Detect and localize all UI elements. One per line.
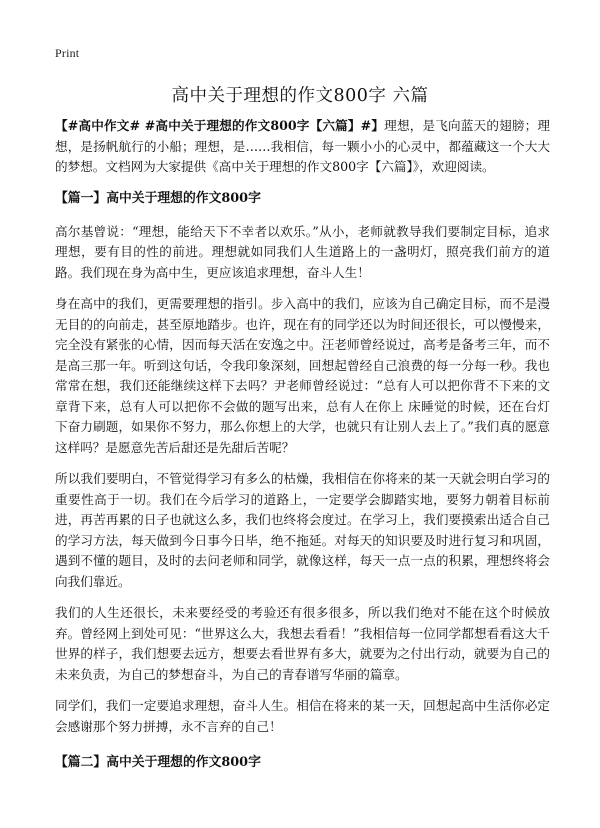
intro-paragraph xyxy=(55,116,550,178)
intro-tag-line: 【#高中作文# #高中关于理想的作文800字【六篇】#】 xyxy=(55,118,385,133)
section-2-heading: 【篇二】高中关于理想的作文800字 xyxy=(55,755,261,770)
page-title: 高中关于理想的作文800字 六篇 xyxy=(171,86,429,106)
intro-text: 理想，是飞向蓝天的翅膀；理想，是扬帆航行的小船；理想，是……我相信，每一颗小小的心灵中，都蕴藏这一个大大的梦想。文档网为大家提供《高中关于理想的作文800字【六篇】》，欢迎阅读。 xyxy=(55,118,551,174)
section-1-heading: 【篇一】高中关于理想的作文800字 xyxy=(55,190,261,206)
section-1-paragraph-3: 所以我们要明白，不管觉得学习有多么的枯燥，我相信在你将来的某一天就会明白学习的重要性高于一切。我们在今后学习的道路上，一定要学会脚踏实地，要努力朝着目标前进，再苦再累的日子也就这么多，我们也终将会度过。在学习上，我们要摸索出适合自己的学习方法，每天做到今日事今日毕，绝不拖延。对每天的知识要及时进行复习和巩固，遇到不懂的题目，及时的去问老师和同学，就像这样，每天一点一点的积累，理想终将会向我们靠近。 xyxy=(55,471,550,589)
section-1-paragraph-4: 我们的人生还很长，未来要经受的考验还有很多很多，所以我们绝对不能在这个时候放弃。曾经网上到处可见：“世界这么大，我想去看看！”我相信每一位同学都想看看这大千世界的样子，我们想要去远方，想要去看世界有多大，就要为之付出行动，就要为自己的未来负责，为自己的梦想奋斗，为自己的青春谱写华丽的篇章。 xyxy=(55,605,550,682)
section-1-paragraph-2: 身在高中的我们，更需要理想的指引。步入高中的我们，应该为自己确定目标，而不是漫无目的的向前走，甚至原地踏步。也许，现在有的同学还以为时间还很长，可以慢慢来，完全没有紧张的心情，因而每天活在安逸之中。汪老师曾经说过，高考是备考三年，而不是高三那一年。听到这句话，令我印象深刻，回想起曾经自己浪费的每一分每一秒。我也常常在想，我们还能继续这样下去吗？尹老师曾经说过：“总有人可以把你背不下来的文章背下来，总有人可以把你不会做的题写出来，总有人在你上 床睡觉的时候，还在台灯下奋力刷题，如果你不努力，那么你想上的大学，也就只有让别人去上了。”我们真的愿意这样吗？是愿意先苦后甜还是先甜后苦呢？ xyxy=(55,296,550,455)
print-link[interactable]: Print xyxy=(55,46,80,60)
article-body xyxy=(55,116,550,786)
section-1-paragraph-5: 同学们，我们一定要追求理想，奋斗人生。相信在将来的某一天，回想起高中生活你必定会感谢那个努力拼搏，永不言弃的自己！ xyxy=(55,698,550,734)
section-1-paragraph-1: 高尔基曾说：“理想，能给天下不幸者以欢乐。”从小，老师就教导我们要制定目标，追求理想，要有目的性的前进。理想就如同我们人生道路上的一盏明灯，照亮我们前方的道路。我们现在身为高中生，更应该追求理想，奋斗人生！ xyxy=(55,223,550,280)
